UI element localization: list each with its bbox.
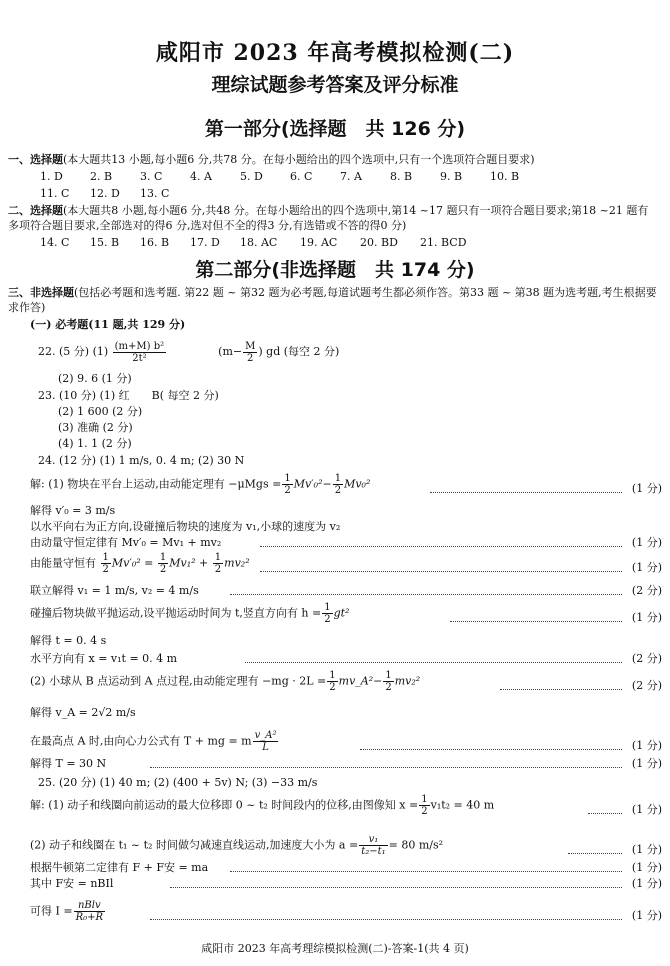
frac-den: 2 <box>421 806 428 817</box>
score: (1 分) <box>631 861 662 874</box>
step-text: 联立解得 v₁ = 1 m/s, v₂ = 4 m/s <box>30 584 199 597</box>
q23-line2: (2) 1 600 (2 分) <box>58 405 143 418</box>
q25-step2 <box>30 826 662 860</box>
frac-den: 2 <box>159 564 167 575</box>
step-text: 由动量守恒定律有 Mv′₀ = Mv₁ + mv₂ <box>30 536 222 549</box>
answer-item: 20. BD <box>360 236 398 249</box>
answer-item: 2. B <box>90 170 113 183</box>
score: (1 分) <box>631 909 662 922</box>
q24-step2: 解得 v′₀ = 3 m/s <box>30 504 116 517</box>
score: (2 分) <box>631 679 662 692</box>
leader-dots <box>568 853 622 854</box>
section3-heading: 三、非选择题 <box>8 286 74 299</box>
q24-step10 <box>30 668 662 696</box>
answer-item: 17. D <box>190 236 220 249</box>
step-text: (2) 小球从 B 点运动到 A 点过程,由动能定理有 −mg · 2L = $\frac{1}{2}$ mv_A²− $\frac{1}{2}$ mv₂² <box>30 670 421 693</box>
step-text: 由能量守恒有 $\frac{1}{2}$ Mv′₀² = $\frac{1}{2}$ Mv₁² + $\frac{1}{2}$ mv₂² <box>30 552 250 575</box>
leader-dots <box>170 887 622 888</box>
answer-item: 6. C <box>290 170 313 183</box>
q24-step1 <box>30 471 662 499</box>
frac-den: 2 <box>247 352 254 364</box>
fraction <box>327 670 337 693</box>
step-text: 解: (1) 物块在平台上运动,由动能定理有 −μMgs = $\frac{1}{2}$ Mv′₀²− $\frac{1}{2}$ Mv₀² <box>30 473 371 496</box>
leader-dots <box>450 621 622 622</box>
frac-num: 1 <box>324 602 331 613</box>
q24-step7 <box>30 600 662 628</box>
step-text-main: 由能量守恒有 <box>30 556 96 570</box>
q25-step4 <box>30 872 662 894</box>
section1-answers-row1 <box>40 170 540 183</box>
section3-instructions <box>8 285 658 315</box>
step-text-main: 解: (1) 物块在平台上运动,由动能定理有 −μMgs = <box>30 477 282 491</box>
frac-num: v_A² <box>254 730 277 741</box>
fraction <box>101 552 111 575</box>
section2-answers-row <box>40 236 480 249</box>
q24-step3: 以水平向右为正方向,设碰撞后物块的速度为 v₁,小球的速度为 v₂ <box>30 520 341 533</box>
score: (2 分) <box>631 584 662 597</box>
frac-den: 2 <box>385 682 392 693</box>
q23-line4: (4) 1. 1 (2 分) <box>58 437 132 450</box>
part1-title: 第一部分(选择题 共 126 分) <box>204 118 466 140</box>
step-text-tail: = 80 m/s² <box>388 838 444 852</box>
q24-step6 <box>30 579 662 601</box>
step-text: 解得 T = 30 N <box>30 757 107 770</box>
fraction <box>419 794 429 817</box>
frac-den: R₀+R <box>75 912 104 923</box>
leader-dots <box>150 767 622 768</box>
step-text <box>30 730 279 753</box>
q24-step13 <box>30 752 662 774</box>
frac-den: 2 <box>284 485 291 496</box>
answer-item: 9. B <box>440 170 463 183</box>
section1-instructions <box>8 152 658 167</box>
answer-item: 4. A <box>190 170 212 183</box>
q24-step11: 解得 v_A = 2√2 m/s <box>30 706 136 719</box>
fraction <box>253 730 279 753</box>
frac-num: 1 <box>284 473 291 484</box>
section3-description: (包括必考题和选考题. 第22 题 ~ 第32 题为必考题,每道试题考生都必须作答。第33 题 ~ 第38 题为选考题,考生根据要求作答) <box>8 286 657 314</box>
fraction <box>333 473 343 496</box>
leader-dots <box>360 749 622 750</box>
step-text: 其中 F安 = nBIl <box>30 877 114 890</box>
q22-line2: (2) 9. 6 (1 分) <box>58 372 132 385</box>
answer-item: 15. B <box>90 236 120 249</box>
part2-title: 第二部分(非选择题 共 174 分) <box>195 259 475 281</box>
answer-item: 14. C <box>40 236 70 249</box>
required-questions-heading: (一) 必考题(11 题,共 129 分) <box>30 318 186 331</box>
q25-step1 <box>30 790 662 820</box>
frac-den: t₂−t₁ <box>361 846 386 857</box>
section2-instructions <box>8 203 658 233</box>
step-text <box>30 834 443 857</box>
answer-item: 19. AC <box>300 236 338 249</box>
score: (2 分) <box>631 652 662 665</box>
leader-dots <box>230 594 622 595</box>
answer-item: 11. C <box>40 187 70 200</box>
q24-step8: 解得 t = 0. 4 s <box>30 634 107 647</box>
leader-dots <box>588 813 622 814</box>
frac-num: 1 <box>421 794 428 805</box>
q22-prefix: 22. (5 分) (1) <box>38 345 109 358</box>
frac-num: 1 <box>385 670 392 681</box>
section1-description: (本大题共13 小题,每小题6 分,共78 分。在每小题给出的四个选项中,只有一个选项符合题目要求) <box>63 153 535 166</box>
score: (1 分) <box>631 843 662 856</box>
answer-item: 5. D <box>240 170 263 183</box>
q22-fraction-2 <box>243 341 257 364</box>
score: (1 分) <box>631 482 662 495</box>
frac-num: M <box>245 340 256 352</box>
step-text-main: 碰撞后物块做平抛运动,设平抛运动时间为 t,竖直方向有 h = <box>30 606 322 620</box>
score: (1 分) <box>631 739 662 752</box>
step-text <box>30 900 106 923</box>
leader-dots <box>245 662 622 663</box>
frac-den: 2 <box>324 614 331 625</box>
answer-item: 21. BCD <box>420 236 467 249</box>
score: (1 分) <box>631 611 662 624</box>
frac-den: 2 <box>214 564 222 575</box>
step-text <box>30 794 494 817</box>
step-text-main: (2) 小球从 B 点运动到 A 点过程,由动能定理有 −mg · 2L = <box>30 674 327 688</box>
step-text: 水平方向有 x = v₁t = 0. 4 m <box>30 652 178 665</box>
step-text-tail: v₁t₂ = 40 m <box>430 798 495 812</box>
frac-num: v₁ <box>359 834 387 846</box>
document-title: 咸阳市 2023 年高考模拟检测(二) <box>155 40 515 66</box>
step-text: 碰撞后物块做平抛运动,设平抛运动时间为 t,竖直方向有 h = $\frac{1}{2}$ gt² <box>30 602 350 625</box>
fraction <box>322 602 332 625</box>
frac-num: 1 <box>102 552 109 563</box>
frac-den: 2 <box>334 485 342 496</box>
q24-step5 <box>30 550 662 578</box>
fraction <box>213 552 223 575</box>
q22-answer <box>38 340 339 364</box>
frac-den: 2 <box>329 682 336 693</box>
fraction <box>383 670 393 693</box>
section1-answers-row2 <box>40 187 190 200</box>
fraction <box>359 834 387 857</box>
q24-step9 <box>30 647 662 669</box>
q23-line1: 23. (10 分) (1) 红 B( 每空 2 分) <box>38 389 219 402</box>
document-subtitle: 理综试题参考答案及评分标准 <box>211 74 459 96</box>
q23-line3: (3) 准确 (2 分) <box>58 421 133 434</box>
frac-num: (m+M) b² <box>114 340 165 352</box>
answer-item: 7. A <box>340 170 362 183</box>
step-text-main: 可得 I = <box>30 904 73 918</box>
answer-item: 8. B <box>390 170 413 183</box>
frac-den: 2 <box>102 564 109 575</box>
frac-num: 1 <box>334 473 342 484</box>
leader-dots <box>430 492 622 493</box>
step-text-main: 解: (1) 动子和线圈向前运动的最大位移即 0 ~ t₂ 时间段内的位移,由图像知 x = <box>30 798 419 812</box>
answer-item: 16. B <box>140 236 170 249</box>
q22-expr-post: ) gd (每空 2 分) <box>258 345 340 358</box>
section2-description: (本大题共8 小题,每小题6 分,共48 分。在每小题给出的四个选项中,第14 ~17 题只有一项符合题目要求;第18 ~21 题有多项符合题目要求,全部选对的得6 分,选对但不全的得3 分,有选错或不答的得0 分) <box>8 204 649 232</box>
fraction <box>282 473 292 496</box>
q22-expr-pre: (m− <box>218 345 243 358</box>
frac-den: L <box>262 742 269 753</box>
answer-item: 3. C <box>140 170 163 183</box>
frac-num: 1 <box>329 670 336 681</box>
answer-item: 13. C <box>140 187 170 200</box>
score: (1 分) <box>631 757 662 770</box>
step-text-main: (2) 动子和线圈在 t₁ ~ t₂ 时间做匀减速直线运动,加速度大小为 a = <box>30 838 359 852</box>
frac-num: nBlv <box>74 900 105 912</box>
fraction <box>74 900 105 923</box>
frac-den: 2t² <box>132 352 147 364</box>
score: (1 分) <box>631 803 662 816</box>
q25-step5 <box>30 892 662 926</box>
page-footer: 咸阳市 2023 年高考理综模拟检测(二)-答案-1(共 4 页) <box>201 942 469 955</box>
answer-item: 18. AC <box>240 236 278 249</box>
score: (1 分) <box>631 561 662 574</box>
section1-heading: 一、选择题 <box>8 153 63 166</box>
q24-step12 <box>30 722 662 756</box>
answer-item: 10. B <box>490 170 520 183</box>
leader-dots <box>260 571 622 572</box>
step-text: 根据牛顿第二定律有 F + F安 = ma <box>30 861 209 874</box>
step-text-main: 在最高点 A 时,由向心力公式有 T + mg = m <box>30 734 252 748</box>
frac-num: 1 <box>159 552 167 563</box>
leader-dots <box>500 689 622 690</box>
answer-item: 1. D <box>40 170 63 183</box>
leader-dots <box>260 546 622 547</box>
leader-dots <box>150 919 622 920</box>
q22-fraction-1 <box>113 341 167 364</box>
answer-item: 12. D <box>90 187 120 200</box>
q25-heading: 25. (20 分) (1) 40 m; (2) (400 + 5v) N; (3) −33 m/s <box>38 776 318 789</box>
fraction <box>158 552 168 575</box>
score: (1 分) <box>631 536 662 549</box>
section2-heading: 二、选择题 <box>8 204 63 217</box>
frac-num: 1 <box>214 552 222 563</box>
score: (1 分) <box>631 877 662 890</box>
q24-heading: 24. (12 分) (1) 1 m/s, 0. 4 m; (2) 30 N <box>38 454 245 467</box>
